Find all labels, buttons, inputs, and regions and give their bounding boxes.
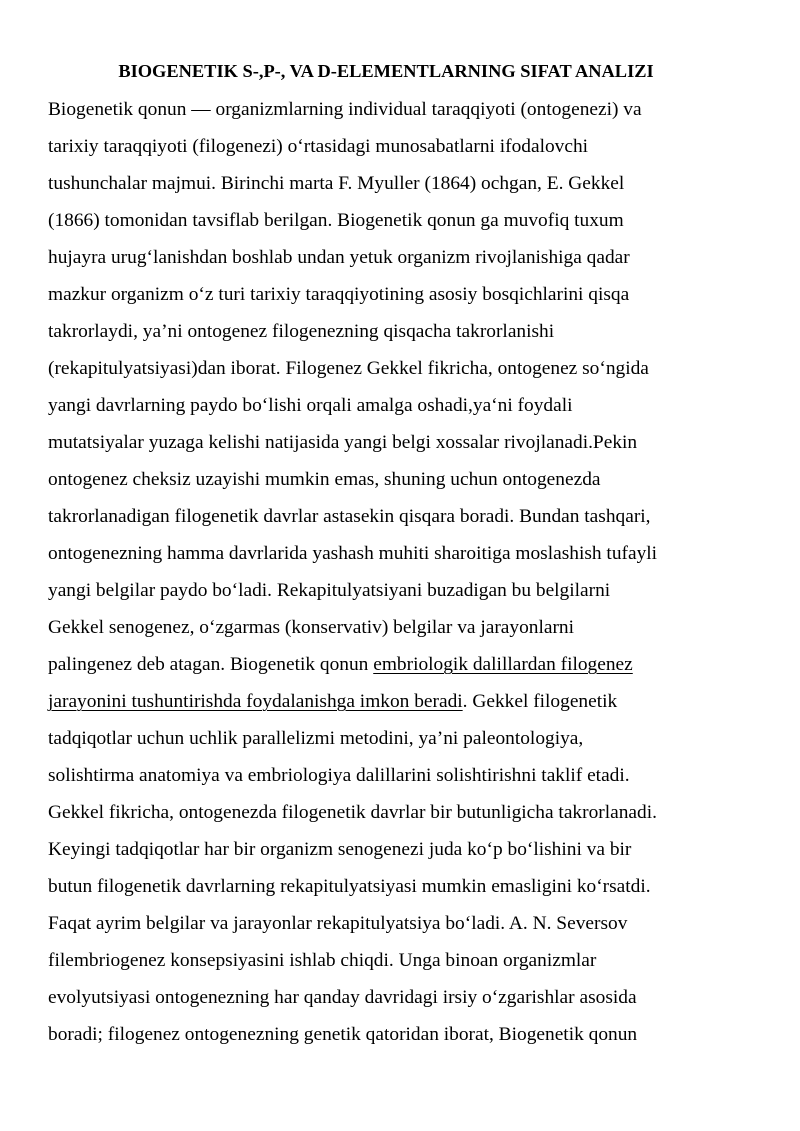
text-line-2: tarixiy taraqqiyoti (filogenezi) o‘rtasidagi munosabatlarni ifodalovchi: [48, 136, 589, 157]
underlined-phrase-part-2[interactable]: jarayonini tushuntirishda foydalanishga imkon beradi: [48, 691, 463, 712]
text-line-11: ontogenez cheksiz uzayishi mumkin emas, shuning uchun ontogenezda: [48, 469, 601, 490]
text-line-17-end: . Gekkel filogenetik: [462, 691, 618, 712]
text-line-17: [48, 683, 768, 720]
text-line-8: (rekapitulyatsiyasi)dan iborat. Filogenez Gekkel fikricha, ontogenez so‘ngida: [48, 358, 649, 379]
text-line-16: [48, 646, 768, 683]
text-line-14: yangi belgilar paydo bo‘ladi. Rekapitulyatsiyani buzadigan bu belgilarni: [48, 580, 611, 601]
text-line-6: mazkur organizm o‘z turi tarixiy taraqqiyotining asosiy bosqichlarini qisqa: [48, 284, 630, 305]
text-line-15: Gekkel senogenez, o‘zgarmas (konservativ) belgilar va jarayonlarni: [48, 617, 575, 638]
text-line-12: takrorlanadigan filogenetik davrlar astasekin qisqara boradi. Bundan tashqari,: [48, 506, 651, 527]
document-title: BIOGENETIK S-,P-, VA D-ELEMENTLARNING SIFAT ANALIZI: [118, 61, 654, 81]
document-body: [48, 91, 768, 1053]
text-line-21: Keyingi tadqiqotlar har bir organizm senogenezi juda ko‘p bo‘lishini va bir: [48, 839, 632, 860]
text-line-3: tushunchalar majmui. Birinchi marta F. Myuller (1864) ochgan, E. Gekkel: [48, 173, 625, 194]
text-line-13: ontogenezning hamma davrlarida yashash muhiti sharoitiga moslashish tufayli: [48, 543, 658, 564]
text-line-16-start: palingenez deb atagan. Biogenetik qonun: [48, 654, 374, 675]
text-line-22: butun filogenetik davrlarning rekapitulyatsiyasi mumkin emasligini ko‘rsatdi.: [48, 876, 651, 897]
text-line-25: evolyutsiyasi ontogenezning har qanday davridagi irsiy o‘zgarishlar asosida: [48, 987, 637, 1008]
text-line-20: Gekkel fikricha, ontogenezda filogenetik davrlar bir butunligicha takrorlanadi.: [48, 802, 657, 823]
text-line-5: hujayra urug‘lanishdan boshlab undan yetuk organizm rivojlanishiga qadar: [48, 247, 630, 268]
text-line-4: (1866) tomonidan tavsiflab berilgan. Biogenetik qonun ga muvofiq tuxum: [48, 210, 624, 231]
text-line-1: Biogenetik qonun — organizmlarning individual taraqqiyoti (ontogenezi) va: [48, 99, 642, 120]
text-line-18: tadqiqotlar uchun uchlik parallelizmi metodini, ya’ni paleontologiya,: [48, 728, 584, 749]
text-line-7: takrorlaydi, ya’ni ontogenez filogenezning qisqacha takrorlanishi: [48, 321, 555, 342]
text-line-26: boradi; filogenez ontogenezning genetik qatoridan iborat, Biogenetik qonun: [48, 1024, 638, 1045]
text-line-9: yangi davrlarning paydo bo‘lishi orqali amalga oshadi,ya‘ni foydali: [48, 395, 573, 416]
text-line-10: mutatsiyalar yuzaga kelishi natijasida yangi belgi xossalar rivojlanadi.Pekin: [48, 432, 638, 453]
text-line-24: filembriogenez konsepsiyasini ishlab chiqdi. Unga binoan organizmlar: [48, 950, 597, 971]
text-line-19: solishtirma anatomiya va embriologiya dalillarini solishtirishni taklif etadi.: [48, 765, 630, 786]
text-line-23: Faqat ayrim belgilar va jarayonlar rekapitulyatsiya bo‘ladi. A. N. Seversov: [48, 913, 628, 934]
underlined-phrase-part-1[interactable]: embriologik dalillardan filogenez: [373, 654, 633, 675]
